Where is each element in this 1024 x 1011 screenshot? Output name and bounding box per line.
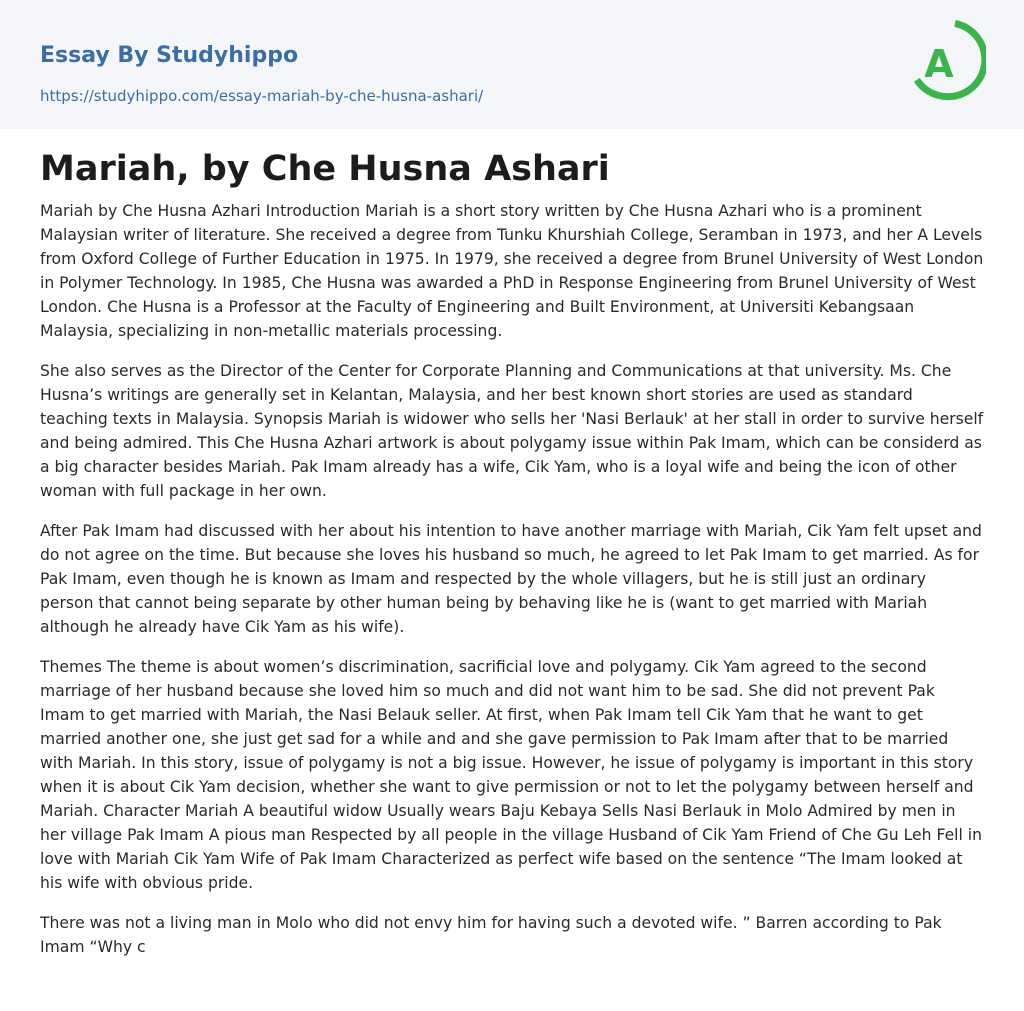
site-title[interactable]: Essay By Studyhippo bbox=[40, 43, 299, 68]
studyhippo-logo-icon[interactable] bbox=[912, 20, 986, 106]
site-header bbox=[0, 0, 1024, 129]
logo-letter: A bbox=[924, 42, 954, 86]
source-url-link[interactable]: https://studyhippo.com/essay-mariah-by-che-husna-ashari/ bbox=[40, 87, 484, 105]
article-paragraph-2: She also serves as the Director of the Center for Corporate Planning and Communications at that university. Ms. Che Husna’s writings are generally set in Kelantan, Malaysia, and her best known short stories are used as standard teaching texts in Malaysia. Synopsis Mariah is widower who sells her 'Nasi Berlauk' at her stall in order to survive herself and being admired. This Che Husna Azhari artwork is about polygamy issue within Pak Imam, which can be considerd as a big character besides Mariah. Pak Imam already has a wife, Cik Yam, who is a loyal wife and being the icon of other woman with full package in her own. bbox=[40, 362, 984, 500]
page-title: Mariah, by Che Husna Ashari bbox=[40, 149, 610, 189]
article bbox=[0, 149, 1024, 959]
article-paragraph-3: After Pak Imam had discussed with her about his intention to have another marriage with Mariah, Cik Yam felt upset and do not agree on the time. But because she loves his husband so much, he agreed to let Pak Imam to get married. As for Pak Imam, even though he is known as Imam and respected by the whole villagers, but he is still just an ordinary person that cannot being separate by other human being by behaving like he is (want to get married with Mariah although he already have Cik Yam as his wife). bbox=[40, 522, 982, 636]
article-paragraph-1: Mariah by Che Husna Azhari Introduction Mariah is a short story written by Che Husna Azhari who is a prominent Malaysian writer of literature. She received a degree from Tunku Khurshiah College, Seramban in 1973, and her A Levels from Oxford College of Further Education in 1975. In 1979, she received a degree from Brunel University of West London in Polymer Technology. In 1985, Che Husna was awarded a PhD in Response Engineering from Brunel University of West London. Che Husna is a Professor at the Faculty of Engineering and Built Environment, at Universiti Kebangsaan Malaysia, specializing in non-metallic materials processing. bbox=[40, 202, 984, 340]
article-paragraph-5: There was not a living man in Molo who did not envy him for having such a devoted wife. ” Barren according to Pak Imam “Why c bbox=[40, 914, 942, 956]
article-paragraph-4: Themes The theme is about women’s discrimination, sacrificial love and polygamy. Cik Yam agreed to the second marriage of her husband because she loved him so much and did not want him to be sad. She did not prevent Pak Imam to get married with Mariah, the Nasi Belauk seller. At first, when Pak Imam tell Cik Yam that he want to get married another one, she just get sad for a while and and she gave permission to Pak Imam after that to be married with Mariah. In this story, issue of polygamy is not a big issue. However, he issue of polygamy is important in this story when it is about Cik Yam decision, whether she want to give permission or not to let the polygamy between herself and Mariah. Character Mariah A beautiful widow Usually wears Baju Kebaya Sells Nasi Berlauk in Molo Admired by men in her village Pak Imam A pious man Respected by all people in the village Husband of Cik Yam Friend of Che Gu Leh Fell in love with Mariah Cik Yam Wife of Pak Imam Characterized as perfect wife based on the sentence “The Imam looked at his wife with obvious pride. bbox=[40, 658, 983, 892]
